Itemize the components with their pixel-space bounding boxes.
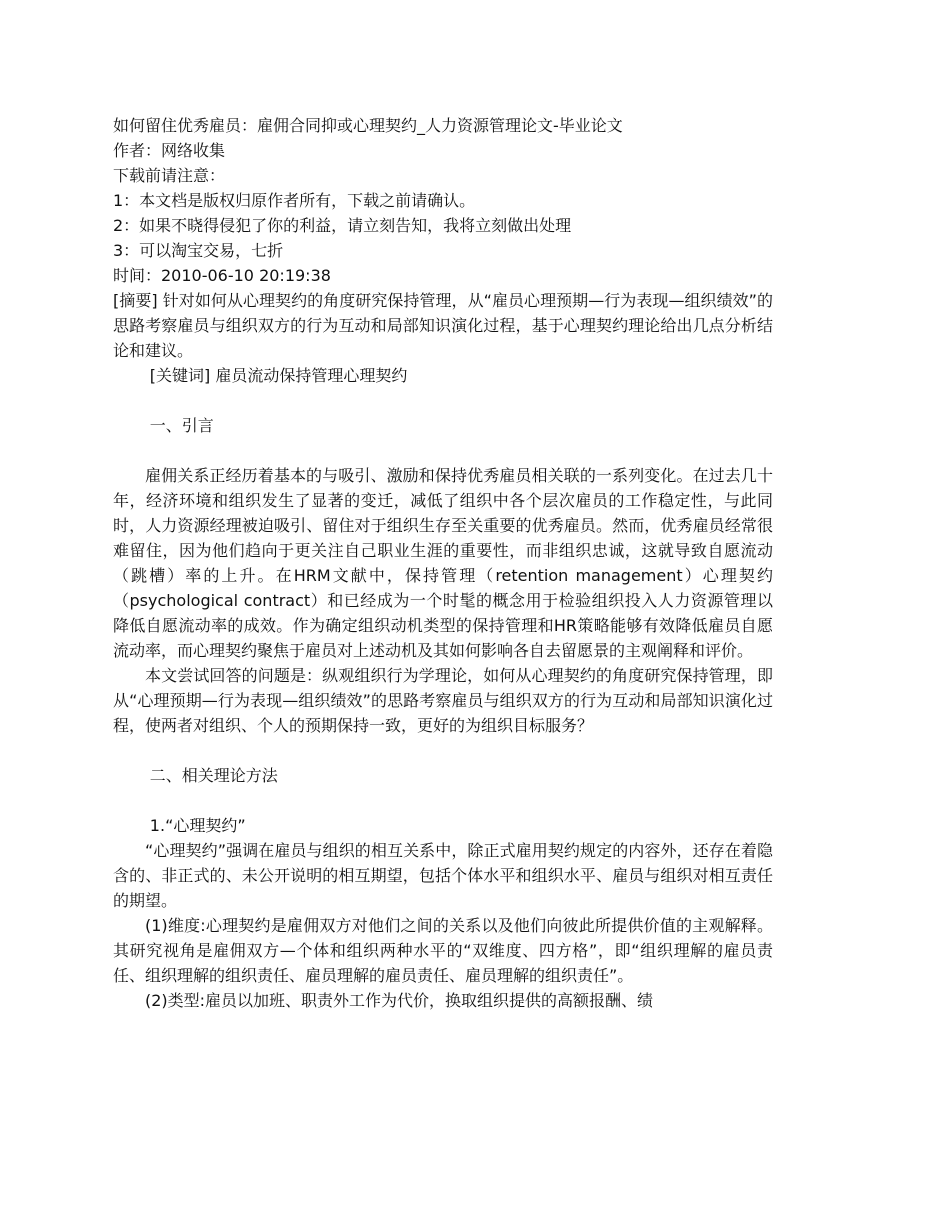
notice-item-1: 1：本文档是版权归原作者所有，下载之前请确认。 xyxy=(113,191,476,210)
abstract: [摘要] 针对如何从心理契约的角度研究保持管理，从“雇员心理预期—行为表现—组织绩效”的思路考察雇员与组织双方的行为互动和局部知识演化过程，基于心理契约理论给出几点分析结论和建议。 xyxy=(113,291,773,360)
notice-heading: 下载前请注意： xyxy=(113,166,226,185)
timestamp: 时间：2010-06-10 20:19:38 xyxy=(113,266,331,285)
type-paragraph: (2)类型:雇员以加班、职责外工作为代价，换取组织提供的高额报酬、绩 xyxy=(145,991,654,1010)
spacer xyxy=(113,738,773,763)
author-line: 作者：网络收集 xyxy=(113,141,226,160)
dimension-paragraph: (1)维度:心理契约是雇佣双方对他们之间的关系以及他们向彼此所提供价值的主观解释。其研究视角是雇佣双方—个体和组织两种水平的“双维度、四方格”，即“组织理解的雇员责任、组织理解的组织责任、雇员理解的雇员责任、雇员理解的组织责任”。 xyxy=(113,916,773,985)
section-1-heading: 一、引言 xyxy=(149,416,214,435)
spacer xyxy=(113,438,773,463)
notice-item-2: 2：如果不晓得侵犯了你的利益，请立刻告知，我将立刻做出处理 xyxy=(113,216,572,235)
notice-item-3: 3：可以淘宝交易，七折 xyxy=(113,241,284,260)
intro-paragraph-2: 本文尝试回答的问题是：纵观组织行为学理论，如何从心理契约的角度研究保持管理，即从“心理预期—行为表现—组织绩效”的思路考察雇员与组织双方的行为互动和局部知识演化过程，使两者对组织、个人的预期保持一致，更好的为组织目标服务？ xyxy=(113,666,773,735)
subsection-1-heading: 1.“心理契约” xyxy=(149,816,246,835)
intro-paragraph-1: 雇佣关系正经历着基本的与吸引、激励和保持优秀雇员相关联的一系列变化。在过去几十年，经济环境和组织发生了显著的变迁，减低了组织中各个层次雇员的工作稳定性，与此同时，人力资源经理被迫吸引、留住对于组织生存至关重要的优秀雇员。然而，优秀雇员经常很难留住，因为他们趋向于更关注自己职业生涯的重要性，而非组织忠诚，这就导致自愿流动（跳槽）率的上升。在HRM文献中，保持管理（retention management）心理契约（psychological contract）和已经成为一个时髦的概念用于检验组织投入人力资源管理以降低自愿流动率的成效。作为确定组织动机类型的保持管理和HR策略能够有效降低雇员自愿流动率，而心理契约聚焦于雇员对上述动机及其如何影响各自去留愿景的主观阐释和评价。 xyxy=(113,466,773,660)
document-title: 如何留住优秀雇员：雇佣合同抑或心理契约_人力资源管理论文-毕业论文 xyxy=(113,116,623,135)
spacer xyxy=(113,788,773,813)
section-2-heading: 二、相关理论方法 xyxy=(149,766,278,785)
spacer xyxy=(113,388,773,413)
document-body xyxy=(113,113,773,1013)
keywords: [关键词] 雇员流动保持管理心理契约 xyxy=(149,366,408,385)
psych-contract-paragraph: “心理契约”强调在雇员与组织的相互关系中，除正式雇用契约规定的内容外，还存在着隐含的、非正式的、未公开说明的相互期望，包括个体水平和组织水平、雇员与组织对相互责任的期望。 xyxy=(113,841,773,910)
